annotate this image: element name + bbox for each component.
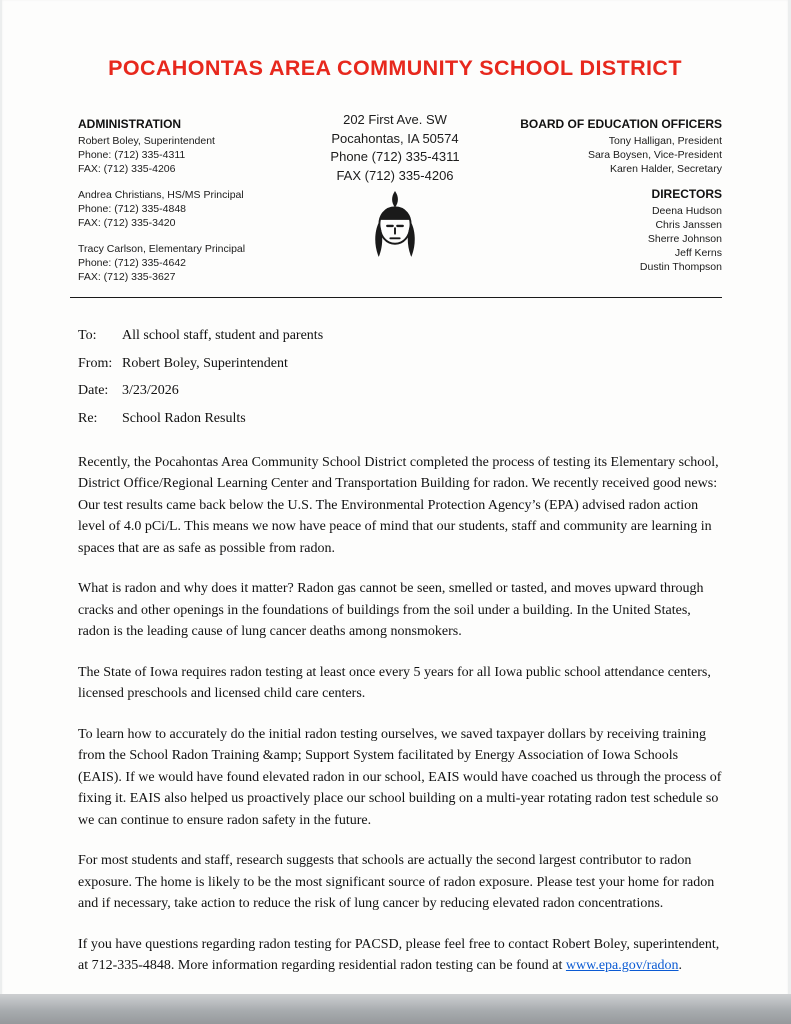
closing-text: If you have questions regarding radon testing for PACSD, please feel free to contact Robert Boley, superintendent, at 712-335-4848. More information regarding residential radon testing can be found at — [78, 936, 720, 973]
paragraph-what-is-radon: What is radon and why does it matter? Radon gas cannot be seen, smelled or tasted, and moves upward through cracks and other openings in the foundations of buildings from the soil under a building. In the United States, radon is the leading cause of lung cancer deaths among nonsmokers. — [78, 581, 704, 639]
officer-vice-president: Sara Boysen, Vice-President — [587, 149, 722, 161]
field-value: All school staff, student and parents — [122, 328, 324, 343]
header-divider — [70, 297, 722, 298]
scan-shadow — [0, 994, 791, 1024]
district-address-block — [300, 111, 490, 275]
memo-field-to — [78, 326, 722, 346]
officer-president: Tony Halligan, President — [608, 135, 722, 147]
memo-field-date — [78, 381, 722, 401]
admin-fax: FAX: (712) 335-3420 — [78, 217, 176, 229]
district-logo — [300, 188, 490, 275]
district-address — [300, 111, 490, 185]
letterhead — [2, 112, 788, 289]
field-value: 3/23/2026 — [122, 383, 179, 398]
address-fax: FAX (712) 335-4206 — [336, 167, 454, 183]
field-label: Date: — [78, 383, 109, 398]
memo-field-from — [78, 354, 722, 374]
administration-block — [78, 117, 298, 296]
board-block — [492, 117, 722, 274]
admin-elementary-principal — [78, 242, 298, 284]
paragraph-training: To learn how to accurately do the initial radon testing ourselves, we saved taxpayer dollars by receiving training from the School Radon Training &amp; Support System facilitated by Energy Association of Iowa Schools (EAIS). If we would have found elevated radon in our school, EAIS would have coached us through the process of fixing it. EAIS also helped us proactively place our school building on a multi-year rotating radon test schedule so we can continue to ensure radon safety in the future. — [78, 726, 722, 828]
board-officers — [492, 134, 722, 176]
epa-radon-link[interactable]: www.epa.gov/radon — [565, 958, 679, 973]
field-value: School Radon Results — [122, 410, 246, 426]
director: Deena Hudson — [651, 205, 722, 217]
admin-superintendent — [78, 134, 298, 176]
address-phone: Phone (712) 335-4311 — [330, 149, 460, 164]
mascot-icon — [364, 188, 426, 270]
memo-field-re — [78, 409, 722, 429]
board-heading: BOARD OF EDUCATION OFFICERS — [520, 117, 722, 131]
paragraph-home-exposure: For most students and staff, research suggests that schools are actually the second largest contributor to radon exposure. The home is likely to be the most significant source of radon exposure. Please test your home for radon and if necessary, take action to reduce the risk of lung cancer by reducing elevated radon concentrations. — [78, 853, 715, 911]
paragraph-closing — [78, 934, 722, 977]
admin-name: Tracy Carlson, Elementary Principal — [78, 243, 246, 255]
address-street: 202 First Ave. SW — [343, 112, 447, 127]
paragraph-state-requirement: The State of Iowa requires radon testing at least once every 5 years for all Iowa public school attendance centers, licensed preschools and licensed child care centers. — [78, 664, 711, 701]
admin-name: Robert Boley, Superintendent — [78, 135, 215, 147]
admin-fax: FAX: (712) 335-4206 — [78, 163, 176, 175]
admin-phone: Phone: (712) 335-4848 — [78, 203, 186, 215]
director: Jeff Kerns — [674, 247, 722, 259]
admin-hsms-principal — [78, 188, 298, 230]
memo-body — [78, 326, 722, 977]
closing-period: . — [678, 958, 683, 973]
admin-phone: Phone: (712) 335-4642 — [78, 257, 186, 269]
field-label: From: — [78, 355, 113, 371]
officer-secretary: Karen Halder, Secretary — [609, 163, 722, 175]
director: Dustin Thompson — [639, 261, 722, 273]
field-label: To: — [78, 328, 97, 343]
address-city: Pocahontas, IA 50574 — [331, 130, 459, 146]
admin-phone: Phone: (712) 335-4311 — [78, 149, 186, 161]
page — [2, 0, 788, 996]
paragraph-test-results: Recently, the Pocahontas Area Community School District completed the process of testing its Elementary school, District Office/Regional Learning Center and Transportation Building for radon. We recently received good news: Our test results came back below the U.S. The Environmental Protection Agency’s (EPA) advised radon action level of 4.0 pCi/L. This means we now have peace of mind that our students, staff and community are learning in spaces that are as safe as possible from radon. — [78, 454, 719, 556]
admin-fax: FAX: (712) 335-3627 — [78, 271, 176, 283]
district-title: POCAHONTAS AREA COMMUNITY SCHOOL DISTRICT — [108, 56, 682, 80]
director: Sherre Johnson — [647, 233, 722, 245]
board-directors — [492, 204, 722, 274]
administration-heading: ADMINISTRATION — [78, 117, 182, 131]
director: Chris Janssen — [655, 219, 722, 231]
field-value: Robert Boley, Superintendent — [122, 355, 288, 371]
admin-name: Andrea Christians, HS/MS Principal — [78, 189, 244, 201]
field-label: Re: — [78, 410, 98, 426]
directors-heading: DIRECTORS — [651, 187, 722, 201]
